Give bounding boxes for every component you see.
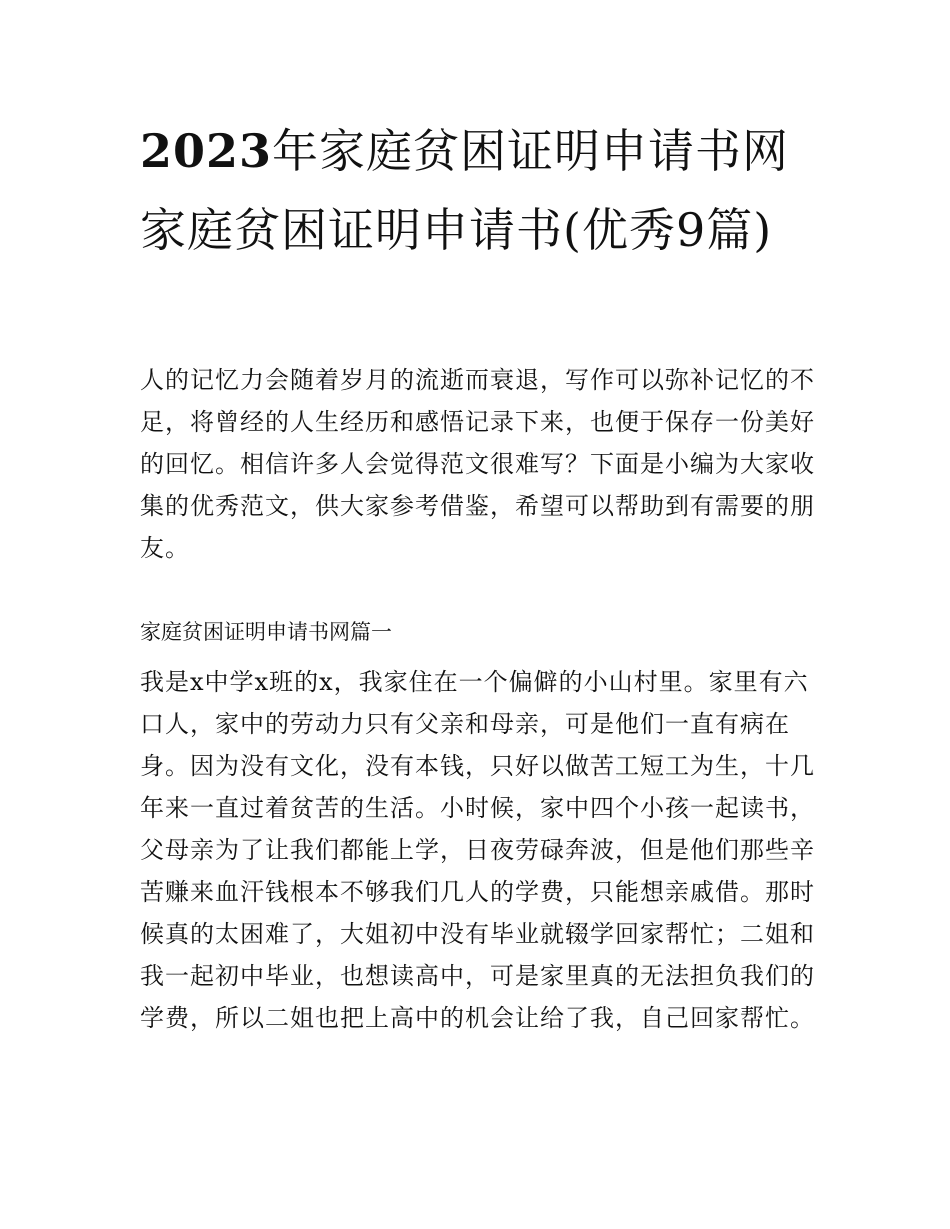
- title-year: 2023: [140, 124, 273, 178]
- section-paragraph: 我是x中学x班的x，我家住在一个偏僻的小山村里。家里有六口人，家中的劳动力只有父亲和母亲，可是他们一直有病在身。因为没有文化，没有本钱，只好以做苦工短工为生，十几年来一直过着贫苦的生活。小时候，家中四个小孩一起读书，父母亲为了让我们都能上学，日夜劳碌奔波，但是他们那些辛苦赚来血汗钱根本不够我们几人的学费，只能想亲戚借。那时候真的太困难了，大姐初中没有毕业就辍学回家帮忙；二姐和我一起初中毕业，也想读高中，可是家里真的无法担负我们的学费，所以二姐也把上高中的机会让给了我，自己回家帮忙。: [140, 668, 815, 1032]
- intro-paragraph: 人的记忆力会随着岁月的流逝而衰退，写作可以弥补记忆的不足，将曾经的人生经历和感悟记录下来，也便于保存一份美好的回忆。相信许多人会觉得范文很难写？下面是小编为大家收集的优秀范文，供大家参考借鉴，希望可以帮助到有需要的朋友。: [140, 366, 815, 562]
- title-text: 年家庭贫困证明申请书网家庭贫困证明申请书(优秀9篇): [140, 124, 790, 257]
- section-heading: 家庭贫困证明申请书网篇一: [140, 620, 392, 644]
- document-title: [140, 112, 820, 270]
